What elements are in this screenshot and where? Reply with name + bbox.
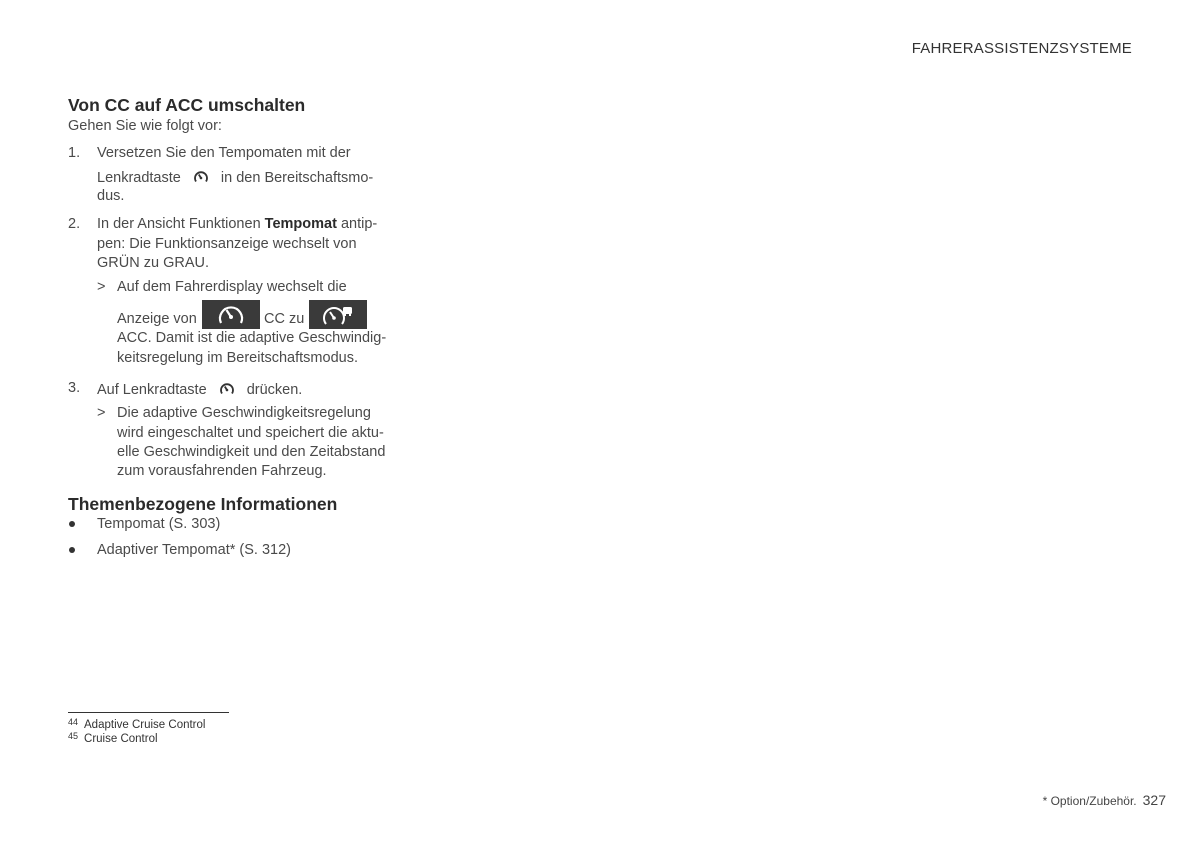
- step-text: In der Ansicht Funktionen Tempomat antip-: [97, 216, 378, 232]
- related-link[interactable]: Adaptiver Tempomat* (S. 312): [97, 542, 291, 558]
- result-text: Die adaptive Geschwindigkeitsregelung: [117, 405, 371, 421]
- step-text: GRÜN zu GRAU.: [97, 255, 209, 271]
- footnote: $^{44}$ Adaptive Cruise Control: [68, 717, 206, 731]
- step-text: Lenkradtaste in den Bereitschaftsmo-: [97, 169, 373, 189]
- section-title: Von CC auf ACC umschalten: [68, 95, 306, 115]
- result-text: Anzeige von: [117, 311, 197, 327]
- result-marker: >: [97, 279, 106, 295]
- function-name: Tempomat: [264, 216, 337, 232]
- bullet-icon: [69, 521, 75, 527]
- related-info-title: Themenbezogene Informationen: [68, 494, 338, 514]
- result-text: ACC. Damit ist die adaptive Geschwindig-: [117, 330, 387, 346]
- page-number: 327: [1142, 792, 1166, 808]
- page-footer: [1043, 792, 1166, 808]
- speedometer-icon: [193, 169, 209, 189]
- step-number: 3.: [68, 380, 81, 396]
- result-text: Auf dem Fahrerdisplay wechselt die: [117, 279, 347, 295]
- step-number: 1.: [68, 145, 81, 161]
- result-marker: >: [97, 405, 106, 421]
- footnote-divider: [68, 712, 229, 713]
- step-text: pen: Die Funktionsanzeige wechselt von: [97, 236, 357, 252]
- result-text: CC zu: [264, 311, 305, 327]
- step-number: 2.: [68, 216, 81, 232]
- footnote: $^{45}$ Cruise Control: [68, 731, 158, 745]
- step-text: dus.: [97, 188, 125, 204]
- bullet-icon: [69, 547, 75, 553]
- result-text: wird eingeschaltet und speichert die aktu-: [117, 425, 384, 441]
- option-note: * Option/Zubehör.: [1042, 794, 1137, 808]
- result-text: zum vorausfahrenden Fahrzeug.: [117, 463, 327, 479]
- intro-text: Gehen Sie wie folgt vor:: [68, 118, 222, 134]
- step-text: Auf Lenkradtaste drücken.: [97, 381, 302, 401]
- speedometer-icon: [219, 381, 235, 401]
- adaptive-cruise-icon: [309, 300, 367, 329]
- step-text: Versetzen Sie den Tempomaten mit der: [97, 145, 351, 161]
- section-header: FAHRERASSISTENZSYSTEME: [911, 40, 1132, 57]
- related-link[interactable]: Tempomat (S. 303): [97, 516, 221, 532]
- result-text: keitsregelung im Bereitschaftsmodus.: [117, 350, 358, 366]
- result-text: elle Geschwindigkeit und den Zeitabstand: [117, 444, 386, 460]
- cruise-control-display-icon: [202, 300, 260, 329]
